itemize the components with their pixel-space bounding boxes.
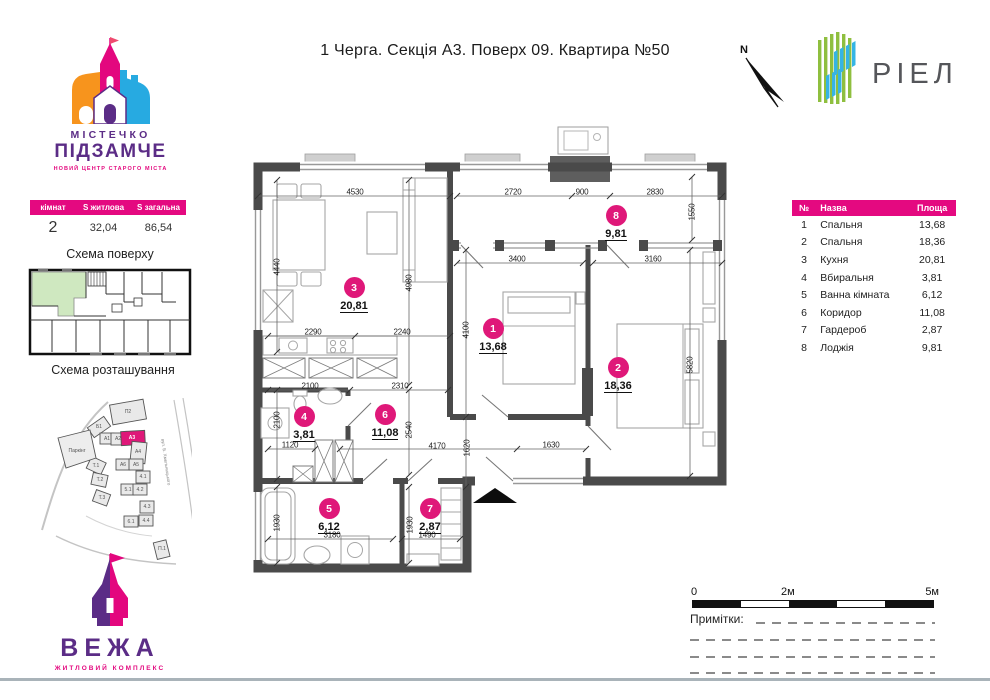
room-number-badge: 2 <box>608 357 629 378</box>
room-number-badge: 6 <box>375 404 396 425</box>
building-label: 4.1 <box>139 474 147 480</box>
room-marker <box>593 205 639 241</box>
table-row <box>792 322 956 340</box>
table-cell: 8 <box>801 341 808 354</box>
table-cell: 2 <box>801 236 808 249</box>
building-label: А3 <box>128 435 136 441</box>
dimension-label: 900 <box>575 187 589 197</box>
table-cell: Кухня <box>820 253 849 266</box>
riel-mark-icon <box>816 30 868 118</box>
table-cell: 4 <box>801 271 808 284</box>
room-number-badge: 7 <box>420 498 441 519</box>
dimension-label: 4530 <box>346 187 364 197</box>
dimension-label: 2100 <box>272 411 282 429</box>
riel-name: РІЕЛ <box>872 58 958 90</box>
building-label: А5 <box>132 462 140 468</box>
col-name: Назва <box>816 200 908 216</box>
room-area-label: 18,36 <box>604 380 632 392</box>
mistechko-logo <box>38 36 183 171</box>
summary-table <box>30 200 186 241</box>
castle-icon <box>38 36 183 124</box>
summary-header <box>30 200 186 215</box>
scale-bar <box>691 586 939 608</box>
room-marker <box>331 277 377 313</box>
building-label: Паркінг <box>68 448 86 454</box>
table-cell: 9,81 <box>921 341 943 354</box>
room-area-label: 9,81 <box>605 228 627 240</box>
dimension-label: 1930 <box>405 516 415 534</box>
dimension-label: 2540 <box>404 421 414 439</box>
table-cell: 3,81 <box>921 271 943 284</box>
room-area-label: 3,81 <box>293 429 315 441</box>
table-cell: Коридор <box>820 306 862 319</box>
table-cell: 2,87 <box>921 324 943 337</box>
building-label: Т.2 <box>96 477 104 483</box>
scale-segment <box>789 601 837 607</box>
room-number-badge: 5 <box>319 498 340 519</box>
building-label: Т.3 <box>98 495 106 501</box>
room-marker <box>470 318 516 354</box>
dimension-label: 3160 <box>644 254 662 264</box>
total-area: 86,54 <box>144 222 173 234</box>
living-area: 32,04 <box>89 222 118 234</box>
room-area-label: 2,87 <box>419 521 441 533</box>
room-marker <box>306 498 352 534</box>
summary-header-living: S житлова <box>82 203 125 212</box>
scale-segment <box>693 601 741 607</box>
room-marker <box>362 404 408 440</box>
table-row <box>792 269 956 287</box>
north-arrow <box>736 44 800 116</box>
building-label: Т.1 <box>92 463 100 469</box>
scale-segment <box>885 601 933 607</box>
table-row <box>792 286 956 304</box>
mistechko-name-line2: ПІДЗАМЧЕ <box>54 141 167 162</box>
scale-5m: 5м <box>925 586 939 598</box>
scale-segment <box>741 601 789 607</box>
table-row <box>792 234 956 252</box>
dimension-label: 2240 <box>393 327 411 337</box>
vezha-logo <box>40 552 180 672</box>
dimension-label: 4170 <box>428 441 446 451</box>
dimension-label: 1490 <box>418 530 436 540</box>
summary-values <box>30 215 186 241</box>
table-cell: 7 <box>801 324 808 337</box>
vezha-name: ВЕЖА <box>60 634 160 662</box>
table-cell: Ванна кімната <box>820 289 890 302</box>
col-area: Площа <box>908 200 956 216</box>
table-cell: 13,68 <box>918 218 946 231</box>
room-table <box>792 200 956 357</box>
vezha-tagline: ЖИТЛОВИЙ КОМПЛЕКС <box>54 665 166 672</box>
room-number-badge: 8 <box>606 205 627 226</box>
table-row <box>792 304 956 322</box>
building-label: П2 <box>124 409 132 415</box>
room-table-body <box>792 216 956 357</box>
dimension-label: 1550 <box>687 203 697 221</box>
building-label: 6.1 <box>127 519 135 525</box>
north-label: N <box>740 44 748 56</box>
building-label: П.1 <box>158 546 166 552</box>
room-area-label: 13,68 <box>479 341 507 353</box>
summary-header-rooms: кімнат <box>40 203 66 212</box>
scale-0: 0 <box>691 586 698 598</box>
building-label: Б1 <box>95 424 103 430</box>
col-number: № <box>792 200 816 216</box>
scale-segment <box>837 601 885 607</box>
table-cell: Вбиральня <box>820 271 874 284</box>
dimension-label: 2100 <box>301 381 319 391</box>
building-label: А1 <box>103 436 111 442</box>
floor-scheme <box>28 264 192 360</box>
table-row <box>792 216 956 234</box>
building-label: 4.2 <box>136 487 144 493</box>
table-cell: 5 <box>801 289 808 302</box>
scale-2m: 2м <box>781 586 795 598</box>
table-row <box>792 339 956 357</box>
location-scheme-title: Схема розташування <box>51 363 175 377</box>
table-cell: 6 <box>801 306 808 319</box>
building-label: А6 <box>119 462 127 468</box>
building-label: 4.4 <box>142 518 150 524</box>
floor-scheme-title: Схема поверху <box>66 247 154 261</box>
building-label: 4.3 <box>143 504 151 510</box>
room-number-badge: 3 <box>344 277 365 298</box>
dimension-label: 2310 <box>391 381 409 391</box>
dimension-label: 3400 <box>508 254 526 264</box>
room-marker <box>595 357 641 393</box>
table-cell: Спальня <box>820 236 863 249</box>
table-row <box>792 251 956 269</box>
room-marker <box>281 406 327 442</box>
table-cell: 18,36 <box>918 236 946 249</box>
street-label: вул. Б. Хмельницького <box>160 438 172 486</box>
room-number-badge: 1 <box>483 318 504 339</box>
table-cell: 11,08 <box>919 306 945 319</box>
dimension-label: 3180 <box>323 530 341 540</box>
page-title: 1 Черга. Секція А3. Поверх 09. Квартира №50 <box>320 42 670 59</box>
mistechko-name-line1: МІСТЕЧКО <box>70 129 151 141</box>
room-marker <box>407 498 453 534</box>
building-label: 5.1 <box>124 487 132 493</box>
room-area-label: 11,08 <box>371 427 399 439</box>
dimension-label: 2290 <box>304 327 322 337</box>
rooms-count: 2 <box>48 219 58 236</box>
table-cell: 3 <box>801 253 808 266</box>
dimension-label: 1930 <box>272 514 282 532</box>
room-number-badge: 4 <box>294 406 315 427</box>
table-cell: Спальня <box>820 218 863 231</box>
table-cell: Гардероб <box>820 324 867 337</box>
building-label: А4 <box>134 449 142 455</box>
notes-line <box>690 672 935 674</box>
room-table-header <box>792 200 956 216</box>
dimension-label: 4100 <box>461 321 471 339</box>
dimension-label: 1630 <box>542 440 560 450</box>
table-cell: 1 <box>801 218 808 231</box>
room-area-label: 20,81 <box>340 300 368 312</box>
dimension-label: 5820 <box>685 356 695 374</box>
dimension-label: 2830 <box>646 187 664 197</box>
riel-logo <box>816 30 976 120</box>
notes-line <box>690 656 935 658</box>
tower-icon <box>40 552 180 628</box>
dimension-label: 1620 <box>462 439 472 457</box>
table-cell: 20,81 <box>918 253 946 266</box>
building-label: А2 <box>114 436 122 442</box>
notes-line <box>756 622 935 624</box>
summary-header-total: S загальна <box>137 203 180 212</box>
dimension-label: 2720 <box>504 187 522 197</box>
dimension-label: 4980 <box>404 274 414 292</box>
room-area-label: 6,12 <box>318 521 340 533</box>
dimension-label: 4440 <box>272 258 282 276</box>
floor-scheme-drawing <box>28 264 192 360</box>
notes-label: Примітки: <box>690 612 744 626</box>
table-cell: 6,12 <box>921 289 943 302</box>
mistechko-tagline: НОВИЙ ЦЕНТР СТАРОГО МІСТА <box>53 166 168 172</box>
dimension-label: 1120 <box>281 440 299 450</box>
notes-line <box>690 639 935 641</box>
page-footer-rule <box>0 678 990 681</box>
table-cell: Лоджія <box>820 341 854 354</box>
